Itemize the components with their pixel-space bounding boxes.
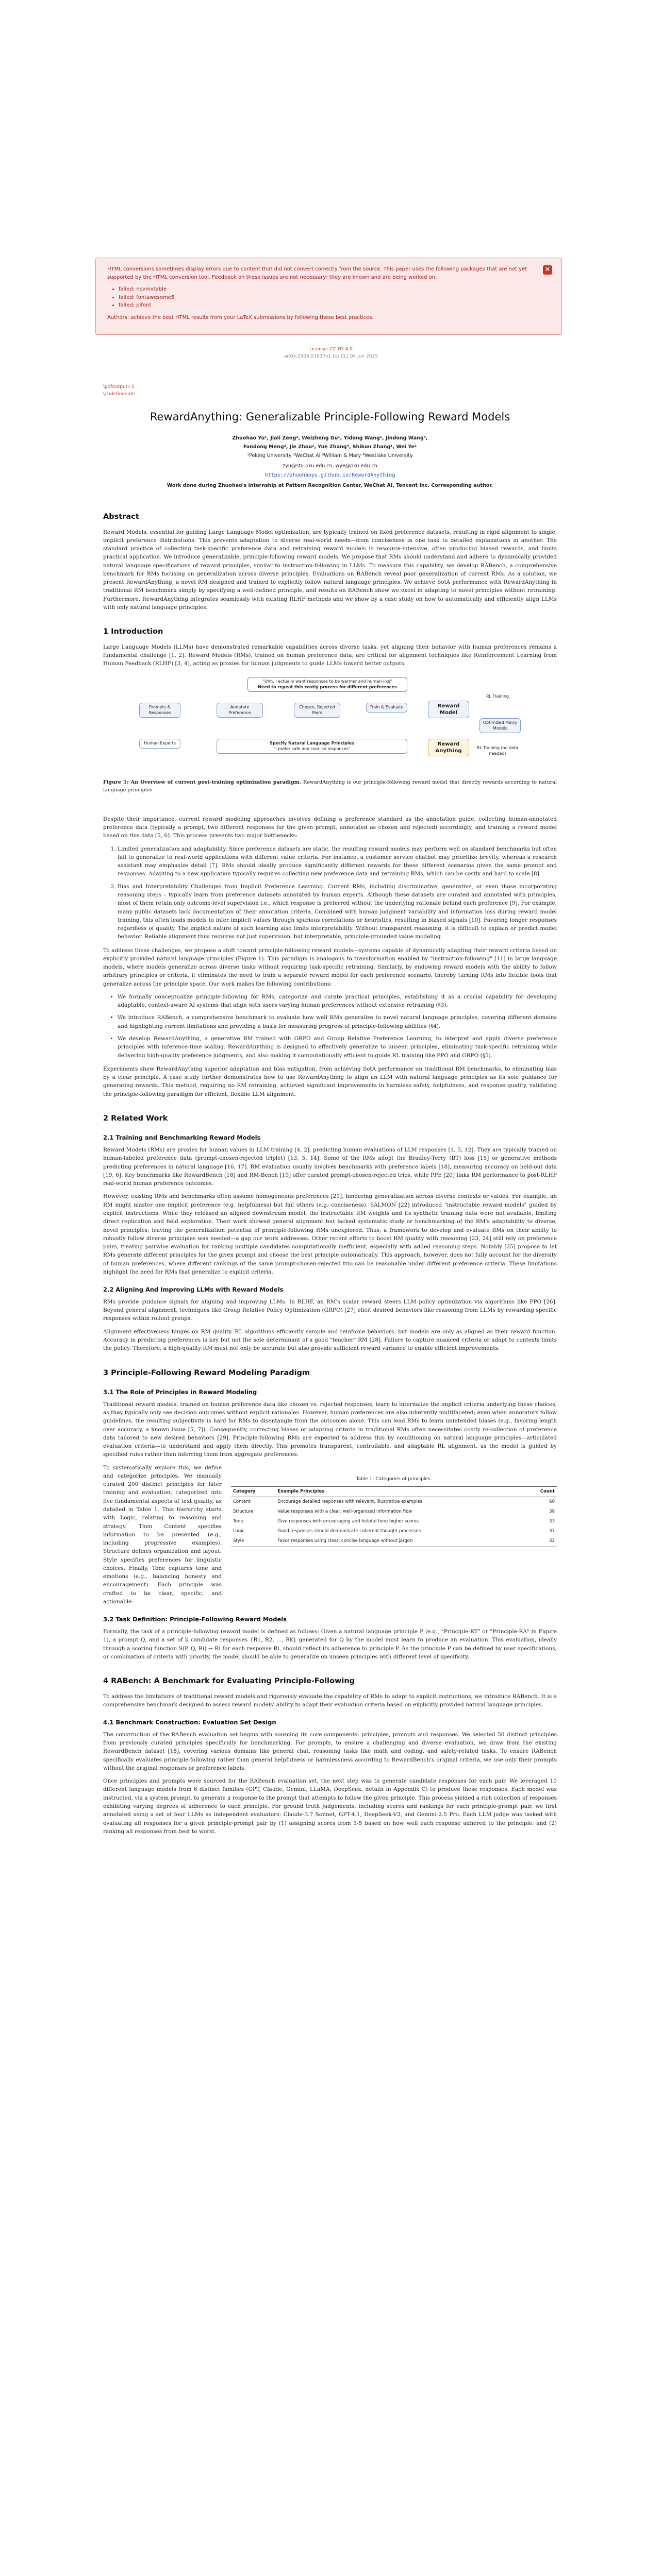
figure-box xyxy=(139,739,180,748)
package-line: \pdfoutput=1 xyxy=(103,384,135,389)
subsection-heading: 4.1 Benchmark Construction: Evaluation Set Design xyxy=(103,1719,276,1726)
list-item: • failed: fontawesome5 xyxy=(119,294,550,302)
table-cell: Style xyxy=(231,1536,275,1547)
figure-box xyxy=(474,692,521,701)
caption-bold: Figure 1: An Overview of current post-training optimization paradigm. xyxy=(103,779,302,786)
table-cell: Structure xyxy=(233,1509,254,1514)
figure-box xyxy=(428,739,469,756)
abstract-text: Reward Models, essential for guiding Large Language Model optimization, are typically trained on fixed preference datasets, resulting in rigid alignment to single, implicit preference distributions. This prevents adaptation to diverse real-world needs—from conciseness in one task to detailed explanations in another. The standard practice of collecting task-specific preference data and retraining reward models is resource-intensive, often producing biased rewards, and limits practical application. We introduce generalizable, principle-following reward models. We propose that RMs should understand and adhere to dynamically provided natural language specifications of reward principles, similar to instruction-following in LLMs. To measure this capability, we develop RABench, a comprehensive benchmark for RMs focusing on generalization across diverse principles. Evaluations on RABench reveal poor generalization of current RMs. As a solution, we present RewardAnything, a novel RM designed and trained to explicitly follow natural language principles. We achieve SotA performance with RewardAnything in traditional RM benchmark simply by specifying a well-defined principle, and results on RABench show we excel in adapting to novel principles without retraining. Furthermore, RewardAnything integrates seamlessly with existing RLHF methods and we show by a case study on how to automatically and efficiently align LLMs with only natural language principles. xyxy=(103,529,557,611)
figure-label: "I prefer safe and concise responses" xyxy=(273,746,351,751)
table-cell: 37 xyxy=(549,1529,555,1534)
figure-box xyxy=(139,703,180,718)
principles-row xyxy=(103,1464,557,1606)
paper-body xyxy=(103,384,557,1840)
figure-label: "Uhh, I actually want responses to be warmer and human-like" xyxy=(262,679,392,684)
paragraph: To address these challenges, we propose a shift toward principle-following reward models—systems capable of dynamically adapting their reward criteria based on explicitly provided natural language principles (Figure 1). This paradigm is analogous to transformation enabled by "instruction-following" [11] in large language models, where models generalize across diverse tasks without requiring task-specific retraining. Similarly, by endowing reward models with the ability to follow arbitrary principles or criteria, it eliminates the need to train a separate reward model for each preference scenario, thereby turning RMs into flexible tools that generalize across the principle space. Our work makes the following contributions: xyxy=(103,947,557,987)
html-conversion-warning-banner xyxy=(95,258,562,335)
table-row xyxy=(231,1536,557,1547)
table-row xyxy=(231,1507,557,1517)
banner-text: HTML conversions sometimes display errors due to content that did not convert correctly from the source. This paper uses the following packages that are not yet supported by the HTML conversion tool. Feedback on these issues are not necessary; they are known and are being worked on. xyxy=(107,266,527,280)
list-item: • failed: ncvmxtable xyxy=(119,285,550,294)
figure-label: Reward Anything xyxy=(435,741,462,754)
affiliations: ¹Peking University ²WeChat AI ³William & Mary ⁴Westlake University xyxy=(247,452,413,459)
table-cell: Favor responses using clear, concise language without jargon xyxy=(275,1536,525,1547)
table-cell: Content xyxy=(233,1499,251,1504)
table-1-container xyxy=(231,1464,557,1547)
column-header: Category xyxy=(231,1486,275,1497)
list-item: • We formally conceptualize principle-following for RMs, categorize and curate practical principles, establishing it as a crucial capability for developing adaptable, context-aware AI systems that align with users varying human preferences without extensive retraining (§3). xyxy=(118,993,557,1010)
table-cell: Value responses with a clear, well-organized information flow xyxy=(277,1509,412,1514)
table-cell: Tone xyxy=(233,1519,243,1524)
section-heading: 1 Introduction xyxy=(103,628,163,636)
author-block xyxy=(103,434,557,490)
author-emails: zyu@stu.pku.edu.cn, wye@pku.edu.cn xyxy=(283,463,377,469)
table-cell: Give responses with encouraging and helpful tone higher scores xyxy=(277,1519,419,1524)
list-item: • failed: pifont xyxy=(119,301,550,310)
arxiv-id: arXiv:2506.03637v1 [cs.CL] 04 Jun 2025 xyxy=(284,354,378,359)
bottleneck-list xyxy=(118,845,557,941)
categories-table xyxy=(231,1486,557,1547)
paragraph: However, existing RMs and benchmarks often assume homogeneous preferences [21], hindering generalization across diverse contexts or values. For example, an RM might master one implicit preference (e.g. helpfulness) but fail others (e.g. conciseness). SALMON [22] introduced "instructable reward models" guided by explicit instructions. While they released an aligned downstream model, the instructable RM weights and its synthetic training data were not available, limiting direct replication and field exploration. Their work showed general alignment but lacked systematic study or benchmarking of the RM's adaptability to diverse, novel principles, leaving the generalization potential of principle-following RMs unexplored. Thus, a framework to develop and evaluate RMs on their ability to robustly follow diverse principles was needed—a gap our work addresses. Other recent efforts to boost RM quality with reasoning [23, 24] still rely on preference pairs, treating pairwise evaluation for ranking multiple candidates computationally inefficient, especially with added reasoning steps. Notably [25] propose to let RMs generate different principles for the given prompt and choose the best principle automatically. This approach, however, does not fully account for the diversity of human preferences, where different rankings of the same prompt-chosen-rejected trio can be reasonable under different preference criteria. These limitations highlight the need for RMs that generalize to explicit criteria. xyxy=(103,1193,557,1275)
paragraph: Reward Models (RMs) are proxies for human values in LLM training [4, 2], predicting human evaluations of LLM responses [1, 5, 12]. They are typically trained on human-labeled preference data (prompt-chosen-rejected triplet) [13, 5, 14]. Some of the RMs adopt the Bradley-Terry (BT) loss [15] or generative methods predicting preferences in natural language [16, 17]. RM evaluation usually involves benchmarks with preference labels [18], measuring accuracy on held-out data [19, 6]. Key benchmarks like RewardBench [18] and RM-Bench [19] offer curated prompt-chosen-rejected trios, while PPE [20] links RM performance to post-RLHF real-world human preference outcomes. xyxy=(103,1147,557,1187)
column-header: Example Principles xyxy=(275,1486,525,1497)
column-header: Count xyxy=(525,1486,557,1497)
section-heading: 3 Principle-Following Reward Modeling Paradigm xyxy=(103,1368,310,1377)
paragraph: To systematically explore this, we define and categorize principles. We manually curated 200 distinct principles for later training and evaluation, categorized into five fundamental aspects of text quality, as detailed in Table 1. This hierarchy starts with Logic, relating to reasoning and strategy. Then Content specifies information to be presented (e.g., including progressive examples). Structure defines organization and layout. Style specifies preferences for linguistic choices. Finally, Tone captures tone and emotions (e.g., balancing honesty and encouragement). Each principle was crafted to be clear, specific, and actionable. xyxy=(103,1464,222,1605)
unsupported-packages xyxy=(103,384,557,398)
paper-title: RewardAnything: Generalizable Principle-Following Reward Models xyxy=(150,410,510,423)
section-heading: 2 Related Work xyxy=(103,1114,168,1123)
figure-label: Need to repeat this costly process for different preferences xyxy=(258,684,397,689)
section-heading: 4 RABench: A Benchmark for Evaluating Principle-Following xyxy=(103,1677,355,1686)
figure-box xyxy=(294,703,340,718)
figure-box xyxy=(366,703,407,712)
paragraph: The construction of the RABench evaluation set begins with sourcing its core components: principles, prompts and responses. We selected 50 distinct principles from previously curated principles specifically for benchmarking. For prompts, to ensure a challenging and diverse evaluation, we draw from the existing RewardBench dataset [18], covering various domains like general chat, reasoning tasks like math and coding, and safety-related tasks. To ensure RABench specifically evaluates principle-following rather than general helpfulness or harmlessness according to RewardBench's original criteria, we use only their prompts without the original responses or preference labels. xyxy=(103,1731,557,1771)
caption-text: RewardAnything is our principle-following reward model that directly rewards according to natural language principles. xyxy=(103,779,557,793)
table-cell: 60 xyxy=(549,1499,555,1504)
table-cell: Good responses should demonstrate coherent thought processes xyxy=(277,1529,421,1534)
license-label: License: CC BY 4.0 xyxy=(309,347,353,352)
author-note: Work done during Zhuohao's internship at Pattern Recognition Center, WeChat AI, Tencent Inc. Corresponding author. xyxy=(167,483,493,489)
figure-1-diagram xyxy=(139,677,521,775)
figure-label: RL Training (no data needed) xyxy=(476,745,519,756)
package-line: \cbdefineeabl xyxy=(103,391,135,397)
figure-label: Specify Natural Language Principles xyxy=(270,741,354,746)
close-icon[interactable]: ✕ xyxy=(543,265,552,275)
list-item: 1. Limited generalization and adaptability. Since preference datasets are static, the resulting reward models may perform well on standard benchmarks but often fail to generalize to real-world applications with different value criteria. For instance, a customer service chatbot may prioritize brevity, whereas a research assistant may emphasize detail [7]. RMs should ideally produce significantly different rewards for these different scenarios given the same prompt and responses. Adapting to a new application typically requires collecting new preference data and retraining RMs, which can be costly and hard to scale [8]. xyxy=(118,845,557,878)
table-cell: Logic xyxy=(233,1529,245,1534)
subsection-heading: 3.1 The Role of Principles in Reward Modeling xyxy=(103,1388,257,1396)
figure-label: Optimized Policy Models xyxy=(483,720,518,731)
paragraph: Experiments show RewardAnything superior adaptation and bias mitigation, from achieving SotA performance on traditional RM benchmarks, to eliminating bias by a clear principle. A case study further demonstrates how to use RewardAnything to align an LLM with natural language principles as its sole guidance for generating rewards. This method, requiring no RM retraining, achieved significant improvements in harmless safety, helpfulness, and response quality, validating the principle-following paradigm for efficient, flexible LLM alignment. xyxy=(103,1065,557,1097)
failed-packages-list xyxy=(119,285,550,310)
table-caption: Table 1: Categories of principles. xyxy=(356,1476,432,1482)
project-link[interactable]: https://zhuohaoyu.github.io/RewardAnything xyxy=(264,472,395,478)
figure-label: Prompts & Responses xyxy=(148,705,171,715)
figure-box xyxy=(479,718,521,733)
figure-label: Annotate Preference xyxy=(228,705,251,715)
paragraph: RMs provide guidance signals for aligning and improving LLMs. In RLHF, an RM's scalar reward steers LLM policy optimization via algorithms like PPO [26]. Beyond general alignment, techniques like Group Relative Policy Optimization (GRPO) [27] elicit desired behaviors like reasoning from LLMs by rewarding specific responses within rollout groups. xyxy=(103,1298,557,1322)
table-row xyxy=(231,1517,557,1527)
figure-box xyxy=(247,677,407,692)
table-row xyxy=(231,1527,557,1536)
abstract-heading: Abstract xyxy=(103,513,139,521)
paragraph: Traditional reward models, trained on human preference data like chosen vs. rejected responses, learn to internalize the implicit criteria underlying these choices, as they typically only see decision outcomes without explicit rationales. However, human preferences are also inherently multifaceted; even when annotators follow guidelines, the resulting subjectivity is hard for RMs to disentangle from the outcomes alone. This can lead RMs to learn unintended biases (e.g., favoring length over accuracy, a known issue [5, 7]). Consequently, correcting biases or adapting criteria in traditional RMs often necessitates costly re-collection of preference data tailored to new desired behaviors [29]. Principle-following RMs are expected to address this by conditioning on natural language principles—articulated evaluation criteria—to understand and apply them directly. This promotes transparent, controllable, and adaptable RL alignment, as the model is guided by specified rules rather than inferring them from aggregate preferences. xyxy=(103,1401,557,1458)
subsection-heading: 2.2 Aligning And Improving LLMs with Reward Models xyxy=(103,1286,284,1294)
paragraph: Once principles and prompts were sourced for the RABench evaluation set, the next step was to generate candidate responses for each pair. We leveraged 10 different language models from 6 distinct families (GPT, Claude, Gemini, LLaMA, DeepSeek, details in Appendix C) to produce these responses. Each model was instructed, via a system prompt, to generate a response to the prompt that attempts to follow the given principle. This process yielded a rich collection of responses exhibiting varying degrees of adherence to each principle. For ground truth judgements, including scores and rankings for each principle-prompt pair, we first annotated using a set of four LLMs as independent evaluators: Claude-3.7 Sonnet, GPT-4.1, DeepSeek-V3, and Gemini-2.5 Pro. Each LLM judge was tasked with evaluating all responses for a given principle-prompt pair by (1) assigning scores from 1-5 based on how well each response adhered to the principle, and (2) ranking all responses from best to worst. xyxy=(103,1778,557,1835)
authors-line: Zhuohao Yu¹, Jiali Zeng², Weizheng Gu¹, Yidong Wang¹, Jindong Wang³, xyxy=(232,435,428,442)
paragraph: To address the limitations of traditional reward models and rigorously evaluate the capability of RMs to adapt to explicit instructions, we introduce RABench. It is a comprehensive benchmark designed to assess reward models' ability to adapt their evaluation criteria based on explicitly provided natural language principles. xyxy=(103,1693,557,1708)
list-item: • We introduce RABench, a comprehensive benchmark to evaluate how well RMs generalize to novel natural language principles, covering different domains and highlighting current limitations and providing a basis for measuring progress of principle-following abilities (§4). xyxy=(118,1013,557,1030)
figure-box xyxy=(217,703,263,718)
paragraph: Alignment effectiveness hinges on RM quality. RL algorithms efficiently sample and reinforce behaviors, but models are only as aligned as their reward function. Accuracy in predicting preferences is key but not the sole determinant of a good "teacher" RM [28]. Failure to capture nuanced criteria or adapt to contexts limits the policy. Therefore, a high-quality RM must not only be accurate but also provide sufficient reward variance to enable efficient improvements. xyxy=(103,1328,557,1352)
authors-line: Fandong Meng², Jie Zhou², Yue Zhang⁴, Shikun Zhang¹, Wei Ye¹ xyxy=(243,444,417,450)
list-item: • We develop RewardAnything, a generative RM trained with GRPO and Group Relative Preference Learning, to interpret and apply diverse preference principles with inference-time scaling. RewardAnything is designed to effectively generalize to unseen principles, eliminating task-specific retraining while delivering high-quality preference judgments, and also making it computationally efficient to guide RL training like PPO and GRPO (§5). xyxy=(118,1035,557,1060)
contribution-list xyxy=(118,993,557,1060)
table-header-row xyxy=(231,1486,557,1497)
table-row xyxy=(231,1497,557,1507)
paragraph: Large Language Models (LLMs) have demonstrated remarkable capabilities across diverse tasks, yet aligning their behavior with human preferences remains a fundamental challenge [1, 2]. Reward Models (RMs), trained on human preference data, are critical for alignment techniques like Reinforcement Learning from Human Feedback (RLHF) [3, 4], acting as proxies for human judgments to guide LLMs toward better outputs. xyxy=(103,643,557,667)
figure-label: Reward Model xyxy=(437,703,460,716)
figure-label: RL Training xyxy=(486,694,509,699)
figure-box xyxy=(217,739,407,754)
subsection-heading: 3.2 Task Definition: Principle-Following Reward Models xyxy=(103,1616,287,1623)
table-cell: 33 xyxy=(549,1519,555,1524)
paragraph: Formally, the task of a principle-following reward model is defined as follows: Given a natural language principle P (e.g., "Principle-RT" or "Principle-RA" in Figure 1), a prompt Q, and a set of k candidate responses {R1, R2, ..., Rk} generated for Q by the model must learn to produce an evaluation. This evaluation, ideally through a scoring function S(P, Q, Ri) → Ri for each response Ri, should reflect its adherence to principle P. As the principle P can be defined by user specifications, or combination of criteria with priority, the model should be able to generalize on unseen principles with different level of specificity. xyxy=(103,1628,557,1660)
figure-label: Human Experts xyxy=(144,741,176,746)
figure-box xyxy=(428,701,469,718)
list-item: 2. Bias and Interpretability Challenges from Implicit Preference Learning. Current RMs, including discriminative, generative, or even those incorporating reasoning steps – typically learn from preference datasets annotated by human experts. Although these datasets are curated and annotated with principles, most of them retain only outcome-level supervision i.e., which response is preferred without the underlying rationale behind each preference [9]. For example, many public datasets lack documentation of their annotation criteria. Combined with human judgment variability and information loss during reward model training, this often leads models to infer implicit values through spurious correlations or heuristics, resulting in biased signals [10]. Favoring longer responses regardless of quality. The implicit nature of such learning also limits interpretability. Without transparent reasoning, it is difficult to explain or predict model behavior. Reliable alignment thus requires not just supervision, but interpretable, principle-grounded value modeling. xyxy=(118,883,557,941)
figure-box xyxy=(474,744,521,758)
table-cell: 32 xyxy=(525,1536,557,1547)
figure-caption xyxy=(103,779,557,794)
table-cell: 38 xyxy=(549,1509,555,1514)
paragraph: Despite their importance, current reward modeling approaches involves defining a preference standard as the annotation guide, collecting human-annotated preference data (typically a prompt, two different responses for the given prompt, annotated as chosen and rejected) accordingly, and training a reward model based on this data [5, 6]. This process presents two major bottlenecks: xyxy=(103,816,557,839)
subsection-heading: 2.1 Training and Benchmarking Reward Models xyxy=(103,1134,261,1142)
figure-label: Chosen, Rejected Pairs xyxy=(299,705,335,715)
figure-label: Train & Evaluate xyxy=(370,705,404,710)
table-cell: Encourage detailed responses with relevant, illustrative examples xyxy=(277,1499,423,1504)
banner-authors-text: Authors: achieve the best HTML results from your LaTeX submissions by following these best practices. xyxy=(107,314,374,320)
